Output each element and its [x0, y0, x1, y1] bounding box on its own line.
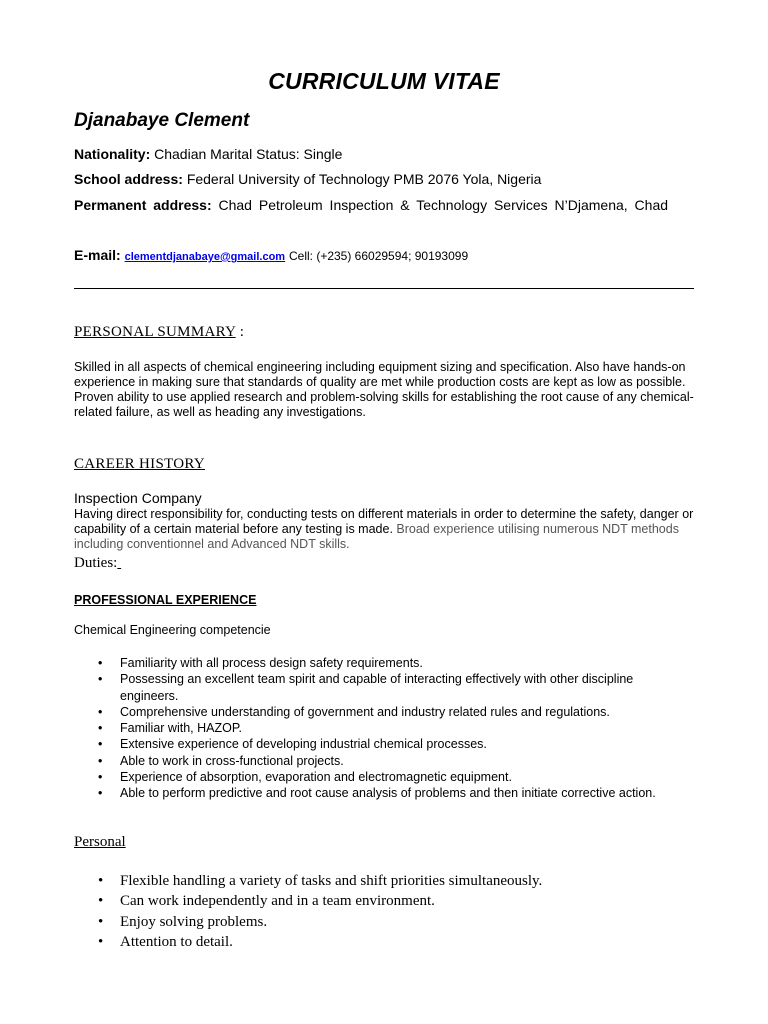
list-item-text: Able to perform predictive and root cause analysis of problems and then initiate corrective action. — [120, 786, 656, 801]
document-title: CURRICULUM VITAE — [268, 68, 500, 94]
school-address-label: School address: — [74, 171, 183, 187]
bullet-icon: • — [98, 913, 104, 930]
list-item-text: Comprehensive understanding of government and industry related rules and regulations. — [120, 704, 610, 719]
duties-text: Duties: — [74, 555, 118, 571]
list-item — [74, 671, 694, 704]
list-item — [74, 704, 694, 720]
summary-text: Skilled in all aspects of chemical engineering including equipment sizing and specification. Also have hands-on experience in making sure that standards of quality are met while production costs are kept as low as possible. Proven ability to use applied research and problem-solving skills for establishing the root cause of any chemical-related failure, as well as heading any investigations. — [74, 360, 694, 419]
list-item-text: Experience of absorption, evaporation and electromagnetic equipment. — [120, 770, 512, 785]
list-item — [74, 736, 694, 752]
list-item-text: Able to work in cross-functional projects. — [120, 753, 344, 768]
list-item — [74, 871, 542, 891]
summary-heading — [74, 324, 244, 341]
bullet-icon: • — [98, 704, 103, 719]
nationality-value: Chadian Marital Status: Single — [154, 146, 343, 162]
bullet-icon: • — [98, 753, 103, 768]
career-description-ndt: Broad experience utilising numerous NDT methods including conventionnel and Advanced NDT skills. — [74, 522, 679, 551]
list-item — [74, 891, 542, 911]
career-heading — [74, 456, 205, 473]
list-item — [74, 655, 694, 671]
competency-list — [74, 655, 694, 802]
career-heading-text: CAREER HISTORY — [74, 456, 206, 472]
cell-numbers: Cell: (+235) 66029594; 90193099 — [288, 249, 469, 263]
personal-heading: Personal — [74, 834, 126, 850]
bullet-icon: • — [98, 721, 103, 736]
career-description — [74, 507, 694, 552]
list-item-text: Enjoy solving problems. — [120, 913, 268, 930]
nationality-line — [74, 145, 342, 163]
list-item — [74, 720, 694, 736]
header-divider — [74, 288, 694, 289]
bullet-icon: • — [98, 672, 103, 687]
list-item-text: Can work independently and in a team environment. — [120, 893, 435, 910]
list-item-text: Possessing an excellent team spirit and capable of interacting effectively with other discipline engineers. — [120, 672, 634, 703]
bullet-icon: • — [98, 737, 103, 752]
bullet-icon: • — [98, 933, 104, 950]
list-item-text: Extensive experience of developing industrial chemical processes. — [120, 737, 487, 752]
email-label: E-mail: — [74, 247, 121, 263]
list-item-text: Familiar with, HAZOP. — [120, 721, 243, 736]
duties-underline — [117, 555, 121, 571]
nationality-label: Nationality: — [74, 146, 151, 162]
summary-heading-text: PERSONAL SUMMARY — [74, 324, 236, 340]
competency-subheading: Chemical Engineering competencie — [74, 623, 271, 637]
list-item — [74, 753, 694, 769]
bullet-icon: • — [98, 770, 103, 785]
duties-label — [74, 555, 121, 572]
bullet-icon: • — [98, 873, 104, 889]
list-item-text: Familiarity with all process design safety requirements. — [120, 656, 423, 670]
bullet-icon: • — [98, 893, 104, 910]
list-item-text: Attention to detail. — [120, 933, 233, 950]
candidate-name: Djanabaye Clement — [74, 110, 250, 131]
school-address-value: Federal University of Technology PMB 2076 Yola, Nigeria — [186, 171, 542, 187]
permanent-address-value: Chad Petroleum Inspection & Technology Services N’Djamena, Chad — [218, 197, 669, 213]
summary-heading-colon: : — [235, 324, 245, 340]
school-address-line — [74, 170, 541, 188]
list-item — [74, 785, 694, 801]
list-item — [74, 912, 542, 932]
permanent-address-label: Permanent address: — [74, 197, 212, 213]
company-name: Inspection Company — [74, 490, 202, 506]
career-description-main: Having direct responsibility for, conducting tests on different materials in order to determine the safety, danger or capability of a certain material before any testing is made. — [74, 507, 694, 536]
personal-list — [74, 871, 542, 952]
email-line — [74, 246, 468, 266]
bullet-icon: • — [98, 786, 103, 801]
professional-heading: PROFESSIONAL EXPERIENCE — [74, 593, 257, 607]
bullet-icon: • — [98, 656, 103, 670]
list-item — [74, 769, 694, 785]
permanent-address-line — [74, 193, 694, 217]
email-link[interactable]: clementdjanabaye@gmail.com — [124, 251, 286, 263]
list-item-text: Flexible handling a variety of tasks and shift priorities simultaneously. — [120, 873, 543, 889]
list-item — [74, 932, 542, 952]
